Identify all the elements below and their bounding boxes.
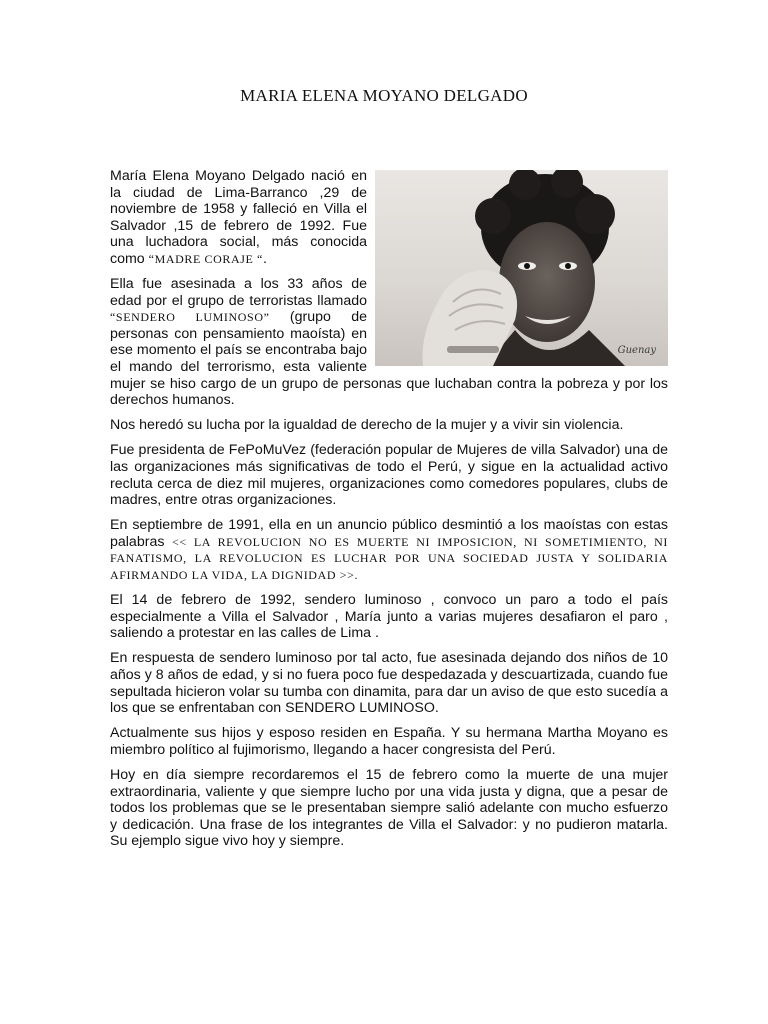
- paragraph-7: En respuesta de sendero luminoso por tal acto, fue asesinada dejando dos niños de 10 años y 8 años de edad, y si no fuera poco fue despedazada y descuartizada, cuando fue sepultada hicieron volar su tumba con dinamita, para dar un aviso de que esto sucedía a los que se enfrentaban con SENDERO LUMINOSO.: [110, 650, 668, 717]
- nickname: “MADRE CORAJE “: [148, 251, 263, 266]
- paragraph-2: Ella fue asesinada a los 33 años de edad por el grupo de terroristas llamado “SENDERO LUMINOSO” (grupo de personas con pensamiento maoísta) en ese momento el país se encontraba bajo el mando del terrorismo, esta valiente mujer se hiso cargo de un grupo de personas que luchaban contra la pobreza y por los derechos humanos.: [110, 276, 668, 409]
- portrait-illustration: [375, 170, 668, 366]
- photo-signature: Guenay: [617, 345, 656, 357]
- paragraph-6: El 14 de febrero de 1992, sendero luminoso , convoco un paro a todo el país especialmente a Villa el Salvador , María junto a varias mujeres desafiaron el paro , saliendo a protestar en las calles de Lima .: [110, 592, 668, 642]
- paragraph-4: Fue presidenta de FePoMuVez (federación popular de Mujeres de villa Salvador) una de las organizaciones más significativas de todo el Perú, y sigue en la actualidad activo recluta cerca de diez mil mujeres, organizaciones como comedores populares, clubs de madres, entre otras organizaciones.: [110, 442, 668, 509]
- paragraph-5: En septiembre de 1991, ella en un anuncio público desmintió a los maoístas con estas palabras << LA REVOLUCION NO ES MUERTE NI IMPOSICION, NI SOMETIMIENTO, NI FANATISMO, LA REVOLUCION ES LUCHAR POR UNA SOCIEDAD JUSTA Y SOLIDARIA AFIRMANDO LA VIDA, LA DIGNIDAD >>.: [110, 517, 669, 583]
- portrait-photo: [375, 170, 668, 366]
- quote: << LA REVOLUCION NO ES MUERTE NI IMPOSICION, NI SOMETIMIENTO, NI FANATISMO, LA REVOLUCION ES LUCHAR POR UNA SOCIEDAD JUSTA Y SOLIDARIA AFIRMANDO LA VIDA, LA DIGNIDAD >>.: [110, 534, 669, 583]
- paragraph-1: María Elena Moyano Delgado nació en la ciudad de Lima-Barranco ,29 de noviembre de 1958 y falleció en Villa el Salvador ,15 de febrero de 1992. Fue una luchadora social, más conocida como “MADRE CORAJE “.: [110, 168, 367, 267]
- document-title: MARIA ELENA MOYANO DELGADO: [240, 86, 528, 105]
- paragraph-3: Nos heredó su lucha por la igualdad de derecho de la mujer y a vivir sin violencia.: [110, 417, 624, 434]
- document-body: [110, 168, 668, 858]
- paragraph-8: Actualmente sus hijos y esposo residen en España. Y su hermana Martha Moyano es miembro político al fujimorismo, llegando a hacer congresista del Perú.: [110, 725, 668, 758]
- paragraph-9: Hoy en día siempre recordaremos el 15 de febrero como la muerte de una mujer extraordinaria, valiente y que siempre lucho por una vida justa y digna, que a pesar de todos los problemas que se le presentaban siempre salió adelante con mucho esfuerzo y dedicación. Una frase de los integrantes de Villa el Salvador: y no pudieron matarla. Su ejemplo sigue vivo hoy y siempre.: [110, 767, 668, 850]
- group-name: “SENDERO LUMINOSO”: [110, 310, 270, 325]
